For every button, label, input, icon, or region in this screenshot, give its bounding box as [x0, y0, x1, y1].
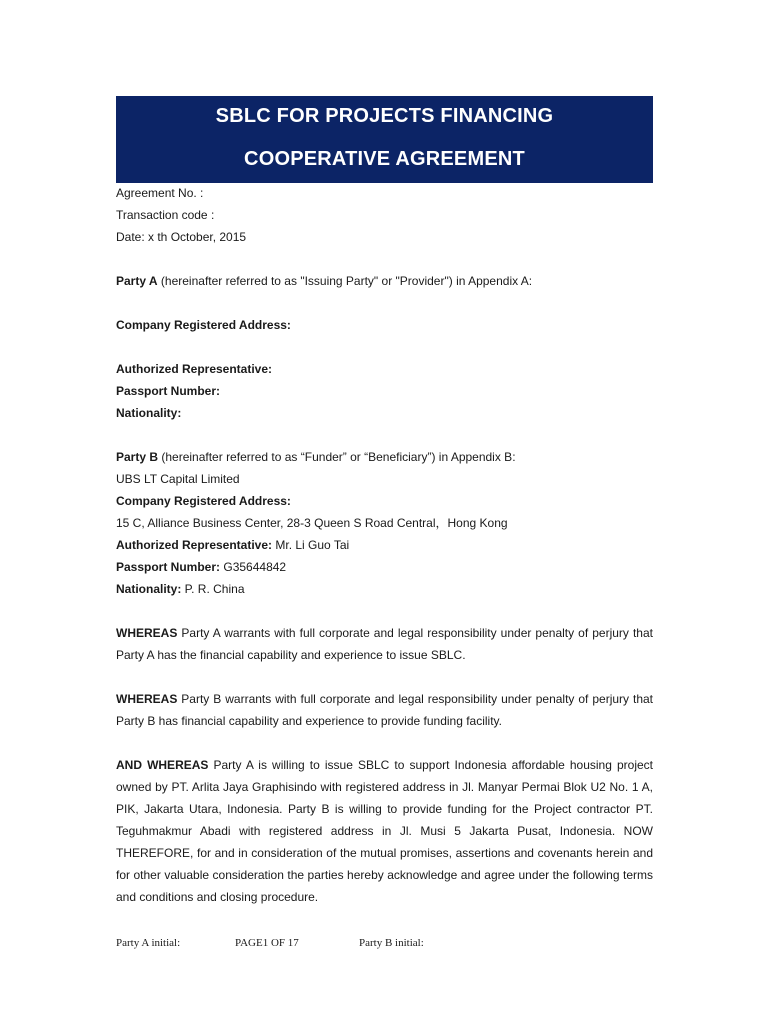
page-footer [116, 937, 653, 953]
party-b-passport-value: G35644842 [220, 560, 287, 574]
party-b-passport-label: Passport Number: [116, 560, 221, 574]
party-b-nationality-label: Nationality: [116, 582, 182, 596]
agreement-no: Agreement No. : [116, 186, 204, 200]
whereas-1-text: Party A warrants with full corporate and legal responsibility under penalty of perjury that Party A has the financial capability and experience to issue SBLC. [116, 626, 653, 662]
party-b-passport [116, 556, 653, 578]
party-b-initial: Party B initial: [359, 937, 424, 949]
party-b-rep-value: Mr. Li Guo Tai [272, 538, 350, 552]
party-b-intro [116, 446, 653, 468]
party-b-nationality [116, 578, 653, 600]
title-line-1: SBLC FOR PROJECTS FINANCING [215, 105, 554, 127]
title-line-2: COOPERATIVE AGREEMENT [244, 148, 525, 170]
party-a-nationality-label: Nationality: [116, 406, 182, 420]
party-a-initial: Party A initial: [116, 937, 181, 949]
party-b-rep-label: Authorized Representative: [116, 538, 273, 552]
whereas-paragraph-1 [116, 622, 653, 666]
party-a-label: Party A [116, 274, 158, 288]
whereas-paragraph-2 [116, 688, 653, 732]
transaction-code: Transaction code : [116, 208, 215, 222]
page-number: PAGE1 OF 17 [235, 937, 299, 949]
party-b-rep [116, 534, 653, 556]
party-b-company: UBS LT Capital Limited [116, 472, 240, 486]
agreement-date: Date: x th October, 2015 [116, 230, 247, 244]
whereas-2-label: WHEREAS [116, 692, 178, 706]
party-b-address: 15 C, Alliance Business Center, 28-3 Queen S Road Central，Hong Kong [116, 516, 508, 530]
agreement-body [116, 182, 653, 908]
party-a-passport-label: Passport Number: [116, 384, 221, 398]
title-banner [116, 96, 653, 183]
party-b-address-label: Company Registered Address: [116, 494, 291, 508]
party-b-nationality-value: P. R. China [181, 582, 245, 596]
party-a-intro [116, 270, 653, 292]
whereas-3-text: Party A is willing to issue SBLC to support Indonesia affordable housing project owned by PT. Arlita Jaya Graphisindo with registered address in Jl. Manyar Permai Blok U2 No. 1 A, PIK, Jakarta Utara, Indonesia. Party B is willing to provide funding for the Project contractor PT. Teguhmakmur Abadi with registered address in Jl. Musi 5 Jakarta Pusat, Indonesia. NOW THEREFORE, for and in consideration of the mutual promises, assertions and covenants herein and for other valuable consideration the parties hereby acknowledge and agree under the following terms and conditions and closing procedure. [116, 758, 653, 904]
whereas-3-label: AND WHEREAS [116, 758, 209, 772]
party-a-desc: (hereinafter referred to as "Issuing Party" or "Provider") in Appendix A: [157, 274, 533, 288]
party-a-address-label: Company Registered Address: [116, 318, 291, 332]
party-b-desc: (hereinafter referred to as “Funder” or “Beneficiary”) in Appendix B: [158, 450, 516, 464]
whereas-1-label: WHEREAS [116, 626, 178, 640]
party-a-rep-label: Authorized Representative: [116, 362, 273, 376]
party-b-label: Party B [116, 450, 159, 464]
whereas-paragraph-3 [116, 754, 653, 908]
whereas-2-text: Party B warrants with full corporate and legal responsibility under penalty of perjury that Party B has financial capability and experience to provide funding facility. [116, 692, 653, 728]
